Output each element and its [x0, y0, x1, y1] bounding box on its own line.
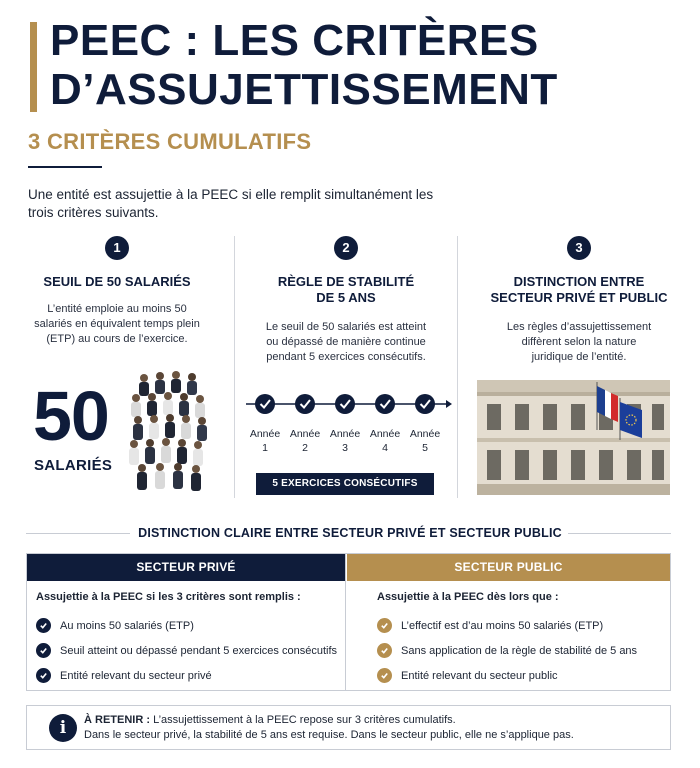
criterion-2-text: Le seuil de 50 salariés est atteint ou dépassé de manière continue pendant 5 exercices consécutifs. [265, 321, 427, 363]
criterion-1 [0, 236, 234, 347]
check-icon [295, 394, 315, 414]
five-year-timeline [246, 390, 452, 460]
intro-text: Une entité est assujettie à la PEEC si elle remplit simultanément les trois critères suivants. [28, 187, 434, 220]
list-item [377, 638, 670, 663]
criterion-3-text: Les règles d’assujettissement diffèrent selon la nature juridique de l’entité. [506, 321, 652, 363]
big-number: 50 [33, 377, 109, 455]
timeline-year-label: Année [249, 428, 281, 440]
check-icon [36, 643, 51, 658]
key-takeaway-line2: Dans le secteur privé, la stabilité de 5 ans est requise. Dans le secteur public, elle ne s’applique pas. [84, 729, 574, 741]
heading-rule-left [26, 533, 130, 534]
list-item-text: Entité relevant du secteur privé [60, 669, 212, 682]
public-sector-lead: Assujettie à la PEEC dès lors que : [377, 591, 559, 603]
criterion-1-text: L’entité emploie au moins 50 salariés en équivalent temps plein (ETP) au cours de l’exercice. [34, 303, 200, 345]
timeline-year-5 [410, 394, 441, 454]
criterion-3-title [458, 274, 700, 306]
timeline-year-4 [370, 394, 401, 454]
criterion-3 [458, 236, 700, 365]
check-icon [375, 394, 395, 414]
criterion-3-title-line2: SECTEUR PRIVÉ ET PUBLIC [490, 290, 668, 305]
page-title-line1: PEEC : LES CRITÈRES [50, 16, 539, 65]
timeline-year-2 [290, 394, 321, 454]
timeline-year-label: Année [289, 428, 321, 440]
consecutive-years-banner: 5 EXERCICES CONSÉCUTIFS [256, 473, 434, 495]
timeline-year-label: Année [369, 428, 401, 440]
employees-group-image [124, 368, 216, 496]
check-icon [36, 668, 51, 683]
check-icon [255, 394, 275, 414]
private-sector-list [36, 613, 345, 688]
timeline-year-1 [250, 394, 281, 454]
comparison-heading [0, 524, 700, 542]
criterion-3-number: 3 [567, 236, 591, 260]
private-sector-lead: Assujettie à la PEEC si les 3 critères sont remplis : [36, 591, 301, 603]
list-item [36, 663, 345, 688]
heading-rule-right [568, 533, 671, 534]
criterion-2-number: 2 [334, 236, 358, 260]
timeline-arrow-icon [446, 400, 452, 408]
timeline-year-number: 4 [382, 442, 388, 454]
criterion-1-number: 1 [105, 236, 129, 260]
timeline-year-label: Année [329, 428, 361, 440]
private-sector-title: SECTEUR PRIVÉ [27, 554, 345, 581]
public-sector-title: SECTEUR PUBLIC [347, 554, 670, 581]
people-illustration [129, 371, 207, 491]
timeline-year-3 [330, 394, 361, 454]
list-item [377, 663, 670, 688]
timeline-year-label: Année [409, 428, 441, 440]
list-item-text: L’effectif est d’au moins 50 salariés (ETP) [401, 619, 604, 632]
list-item-text: Au moins 50 salariés (ETP) [60, 619, 194, 632]
check-icon [36, 618, 51, 633]
key-takeaway-box [26, 705, 671, 750]
timeline-year-number: 3 [342, 442, 348, 454]
criterion-1-title: SEUIL DE 50 SALARIÉS [43, 274, 191, 289]
key-takeaway-label: À RETENIR : [84, 714, 150, 726]
criterion-2-title-line1: RÈGLE DE STABILITÉ [277, 274, 415, 289]
comparison-heading-text: DISTINCTION CLAIRE ENTRE SECTEUR PRIVÉ ET SECTEUR PUBLIC [138, 526, 562, 540]
list-item-text: Seuil atteint ou dépassé pendant 5 exercices consécutifs [60, 644, 338, 657]
list-item [36, 638, 345, 663]
criterion-3-title-line1: DISTINCTION ENTRE [513, 274, 645, 289]
private-sector-panel [27, 554, 346, 690]
list-item-text: Entité relevant du secteur public [401, 669, 558, 682]
check-icon [377, 668, 392, 683]
timeline-year-number: 5 [422, 442, 428, 454]
list-item-text: Sans application de la règle de stabilité de 5 ans [401, 644, 638, 657]
criterion-2-title [235, 274, 457, 306]
key-takeaway-text [84, 713, 574, 743]
page-title [50, 16, 690, 114]
check-icon [415, 394, 435, 414]
page-subtitle: 3 CRITÈRES CUMULATIFS [28, 129, 312, 154]
criterion-2 [235, 236, 457, 365]
big-number-label: SALARIÉS [34, 457, 113, 474]
check-icon [335, 394, 355, 414]
criterion-2-title-line2: DE 5 ANS [316, 290, 376, 305]
sector-comparison [26, 553, 671, 691]
timeline-year-number: 1 [262, 442, 268, 454]
public-building-image [477, 380, 670, 495]
timeline-year-number: 2 [302, 442, 308, 454]
key-takeaway-line1: L’assujettissement à la PEEC repose sur 3 critères cumulatifs. [153, 714, 456, 726]
info-icon: i [49, 714, 77, 742]
public-sector-list [377, 613, 670, 688]
list-item [36, 613, 345, 638]
public-sector-panel [347, 554, 670, 690]
check-icon [377, 643, 392, 658]
list-item [377, 613, 670, 638]
title-accent-bar [30, 22, 37, 112]
check-icon [377, 618, 392, 633]
page-title-line2: D’ASSUJETTISSEMENT [50, 65, 558, 114]
subtitle-underline [28, 166, 102, 168]
